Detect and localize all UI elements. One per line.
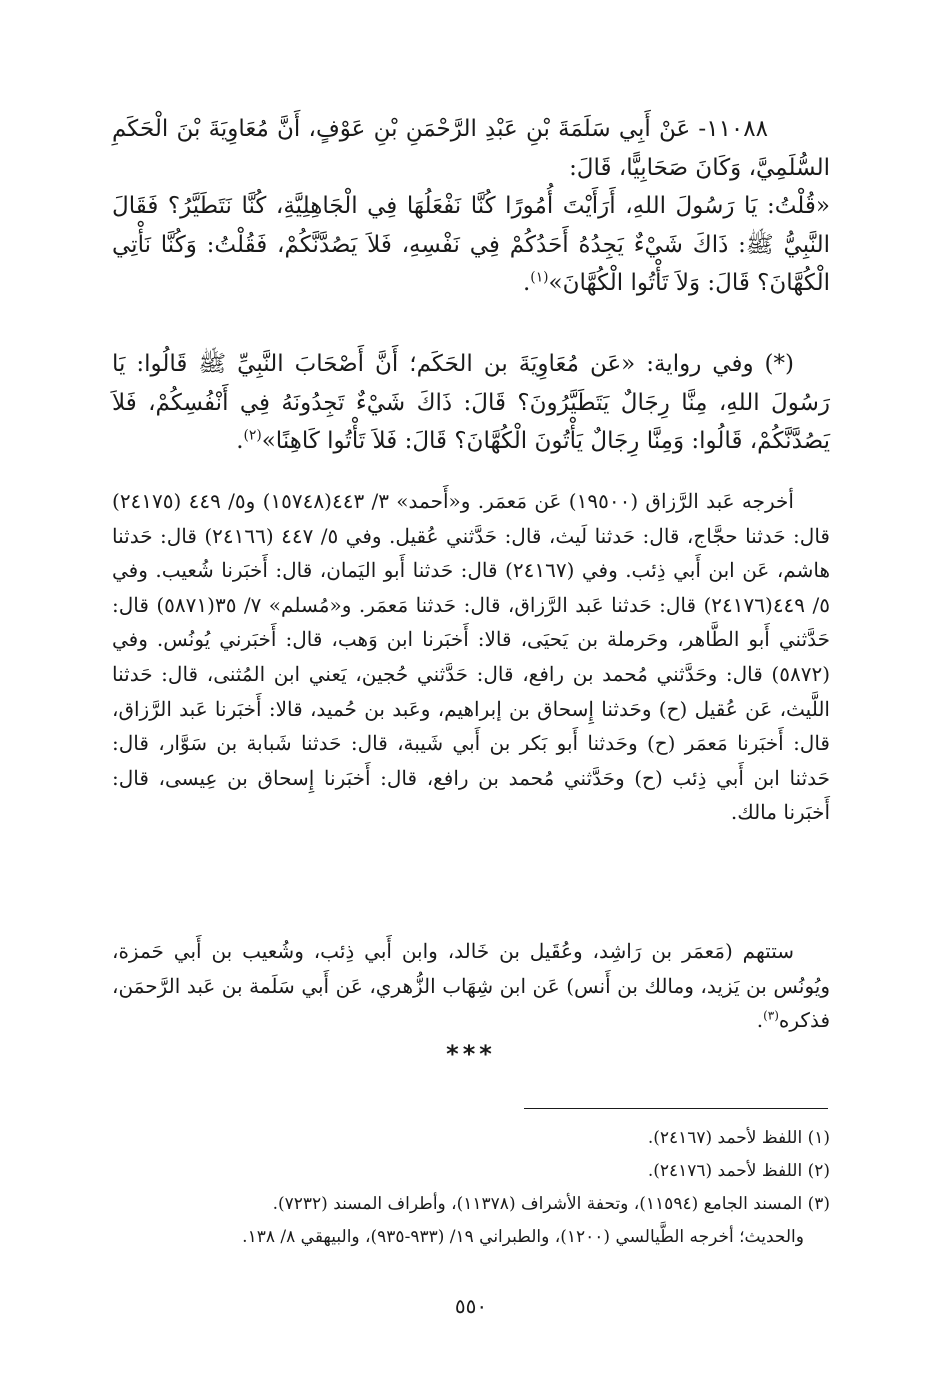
hadith-block	[112, 110, 830, 303]
footnote-3: (٣) المسند الجامع (١١٥٩٤)، وتحفة الأشراف (١١٣٧٨)، وأطراف المسند (٧٢٣٢).	[272, 1194, 830, 1214]
footnote-ref-2: (٢)	[243, 427, 262, 444]
riwaya-paragraph: (*) وفي رواية: «عَن مُعَاوِيَةَ بن الحَكَم؛ أَنَّ أَصْحَابَ النَّبِيِّ ﷺ قَالُوا: يَا رَسُولَ اللهِ، مِنَّا رِجَالٌ يَتَطَيَّرُونَ؟ قَالَ: ذَاكَ شَيْءٌ تَجِدُونَهُ فِي أَنْفُسِكُمْ، فَلاَ يَصُدَّنَّكُمْ، قَالُوا: وَمِنَّا رِجَالٌ يَأْتُونَ الْكُهَّانَ؟ قَالَ: فَلاَ تَأْتُوا كَاهِنًا»$^{(٢)}$.	[112, 351, 830, 454]
footnotes	[112, 1122, 830, 1254]
takhrij-paragraph: أخرجه عَبد الرَّزاق (١٩٥٠٠) عَن مَعمَر. و«أَحمد» ٣/ ٤٤٣(١٥٧٤٨) و٥/ ٤٤٩ (٢٤١٧٥) قال: حَدثنا حجَّاج، قال: حَدثنا لَيث، قال: حَدَّثني عُقيل. وفي ٥/ ٤٤٧ (٢٤١٦٦) قال: حَدثنا هاشم، عَن ابن أَبي ذِئب. وفي (٢٤١٦٧) قال: حَدثنا أَبو اليَمان، قال: أَخبَرنا شُعيب. وفي ٥/ ٤٤٩(٢٤١٧٦) قال: حَدثنا عَبد الرَّزاق، قال: حَدثنا مَعمَر. و«مُسلم» ٧/ ٣٥(٥٨٧١) قال: حَدَّثني أَبو الطَّاهر، وحَرملة بن يَحيَى، قالا: أَخبَرنا ابن وَهب، قال: أَخبَرني يُونُس. وفي (٥٨٧٢) قال: وحَدَّثني مُحمد بن رافع، قال: حَدَّثني حُجين، يَعني ابن المُثنى، قال: حَدثنا اللَّيث، عَن عُقيل (ح) وحَدثنا إِسحاق بن إبراهيم، وعَبد بن حُميد، قالا: أَخبَرنا عَبد الرَّزاق، قال: أَخبَرنا مَعمَر (ح) وحَدثنا أَبو بَكر بن أَبي شَيبة، قال: حَدثنا شَبابة بن سَوَّار، قال: حَدثنا ابن أَبي ذِئب (ح) وحَدَّثني مُحمد بن رافع، قال: أَخبَرنا إِسحاق بن عِيسى، قال: أَخبَرنا مالك.	[112, 489, 830, 825]
page-number: ٥٥٠	[454, 1294, 488, 1318]
riwaya-text: (*) وفي رواية: «عَن مُعَاوِيَةَ بن الحَكَم؛ أَنَّ أَصْحَابَ النَّبِيِّ ﷺ قَالُوا: يَا رَسُولَ اللهِ، مِنَّا رِجَالٌ يَتَطَيَّرُونَ؟ قَالَ: ذَاكَ شَيْءٌ تَجِدُونَهُ فِي أَنْفُسِكُمْ، فَلاَ يَصُدَّنَّكُمْ، قَالُوا: وَمِنَّا رِجَالٌ يَأْتُونَ الْكُهَّانَ؟ قَالَ: فَلاَ تَأْتُوا كَاهِنًا»	[112, 351, 830, 454]
hadith-matn: «قُلْتُ: يَا رَسُولَ اللهِ، أَرَأَيْتَ أُمُورًا كُنَّا نَفْعَلُهَا فِي الْجَاهِلِيَّةِ، كُنَّا نَتَطَيَّرُ؟ فَقَالَ النَّبِيُّ ﷺ: ذَاكَ شَيْءٌ يَجِدُهُ أَحَدُكُمْ فِي نَفْسِهِ، فَلاَ يَصُدَّنَّكُمْ، فَقُلْتُ: وَكُنَّا نَأْتِي الْكُهَّانَ؟ قَالَ: وَلاَ تَأْتُوا الْكُهَّانَ»	[112, 193, 830, 296]
section-separator: ***	[446, 1040, 496, 1068]
footnote-ref-3: (٣)	[763, 1008, 779, 1023]
footnote-2: (٢) اللفظ لأحمد (٢٤١٧٦).	[647, 1161, 830, 1181]
hadith-intro: ١١٠٨٨- عَنْ أَبِي سَلَمَةَ بْنِ عَبْدِ الرَّحْمَنِ بْنِ عَوْفٍ، أَنَّ مُعَاوِيَةَ بْنَ الْحَكَمِ السُّلَمِيَّ، وَكَانَ صَحَابِيًّا، قَالَ:	[112, 116, 830, 181]
isnad-text: ستتهم (مَعمَر بن رَاشِد، وعُقَيل بن خَالد، وابن أَبي ذِئب، وشُعيب بن أَبي حَمزة، ويُونُس بن يَزيد، ومالك بن أَنس) عَن ابن شِهَاب الزُّهري، عَن أَبي سَلَمة بن عَبد الرَّحمَن، فذكره	[112, 939, 831, 1033]
footnote-1: (١) اللفظ لأحمد (٢٤١٦٧).	[647, 1128, 830, 1148]
isnad-paragraph: ستتهم (مَعمَر بن رَاشِد، وعُقَيل بن خَالد، وابن أَبي ذِئب، وشُعيب بن أَبي حَمزة، ويُونُس بن يَزيد، ومالك بن أَنس) عَن ابن شِهَاب الزُّهري، عَن أَبي سَلَمة بن عَبد الرَّحمَن، فذكره$^{(٣)}$.	[112, 939, 831, 1033]
footnote-ref-1: (١)	[530, 269, 549, 286]
footnote-divider	[524, 1108, 828, 1109]
hadith-matn-paragraph: «قُلْتُ: يَا رَسُولَ اللهِ، أَرَأَيْتَ أُمُورًا كُنَّا نَفْعَلُهَا فِي الْجَاهِلِيَّةِ، كُنَّا نَتَطَيَّرُ؟ فَقَالَ النَّبِيُّ ﷺ: ذَاكَ شَيْءٌ يَجِدُهُ أَحَدُكُمْ فِي نَفْسِهِ، فَلاَ يَصُدَّنَّكُمْ، فَقُلْتُ: وَكُنَّا نَأْتِي الْكُهَّانَ؟ قَالَ: وَلاَ تَأْتُوا الْكُهَّانَ»$^{(١)}$.	[112, 193, 830, 296]
footnote-3-continued: والحديث؛ أخرجه الطَّيالسي (١٢٠٠)، والطبراني ١٩/ (٩٣٣-٩٣٥)، والبيهقي ٨/ ١٣٨.	[242, 1227, 804, 1247]
